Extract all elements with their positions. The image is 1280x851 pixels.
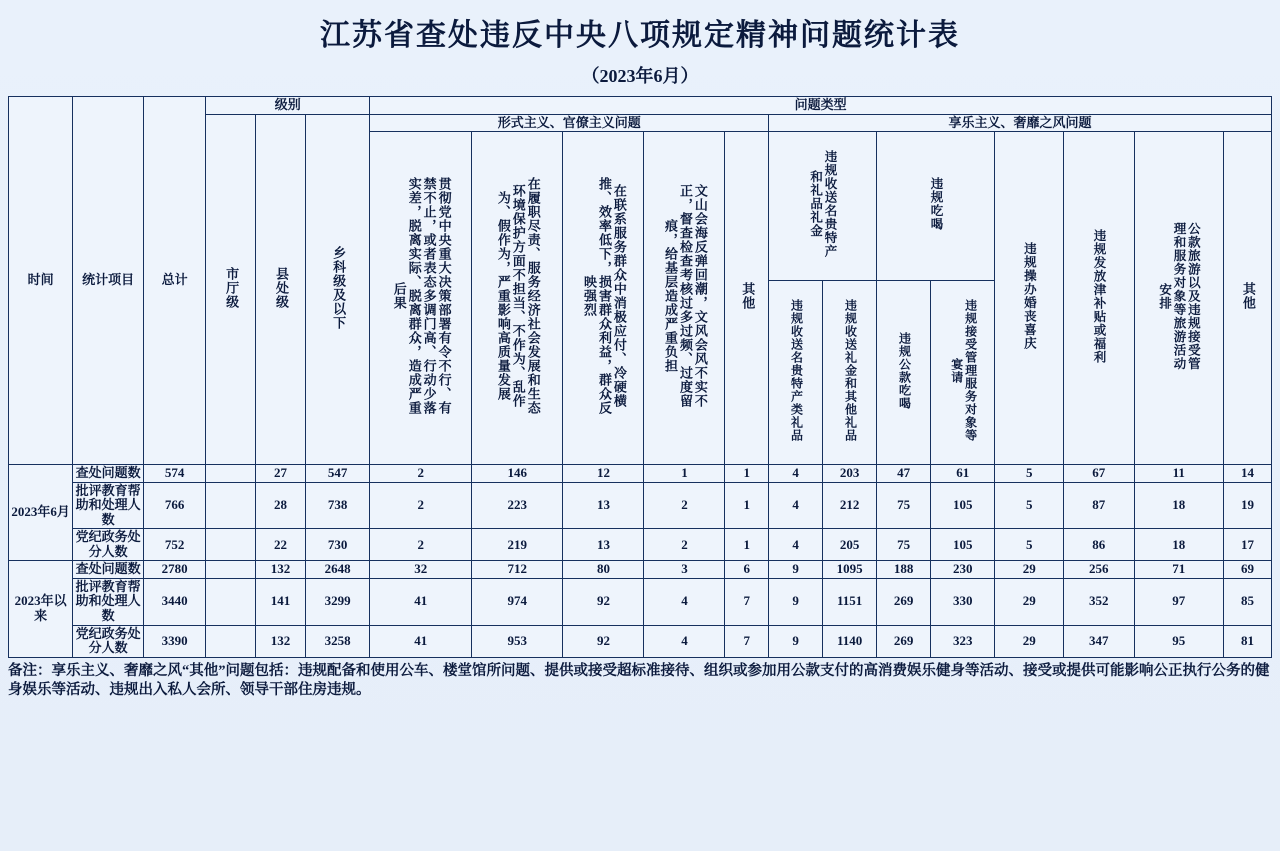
header-total: 总计: [143, 97, 205, 465]
cell: 330: [931, 578, 995, 625]
header-time: 时间: [9, 97, 73, 465]
cell: 86: [1064, 529, 1135, 561]
period-label: 2023年6月: [9, 465, 73, 561]
row-label: 党纪政务处分人数: [73, 529, 144, 561]
cell: 2648: [305, 561, 369, 579]
cell: 19: [1223, 482, 1271, 529]
cell: 2: [370, 465, 472, 483]
cell: 3258: [305, 625, 369, 657]
cell: 29: [995, 578, 1064, 625]
cell: 5: [995, 482, 1064, 529]
header-formalism-other: 其他: [725, 132, 769, 465]
table-row: [9, 465, 1272, 483]
cell: 6: [725, 561, 769, 579]
table-row: [9, 625, 1272, 657]
cell: 67: [1064, 465, 1135, 483]
cell: 205: [823, 529, 877, 561]
cell: 5: [995, 465, 1064, 483]
cell: 29: [995, 625, 1064, 657]
header-wedding: 违规操办婚丧喜庆: [995, 132, 1064, 465]
header-banquet: 违规接受管理服务对象等宴请: [931, 280, 995, 464]
cell: 3390: [143, 625, 205, 657]
header-level-group: 级别: [206, 97, 370, 115]
cell: 2: [370, 529, 472, 561]
cell: 13: [563, 529, 644, 561]
cell: 1151: [823, 578, 877, 625]
cell: 47: [877, 465, 931, 483]
cell: 9: [769, 561, 823, 579]
cell: 2: [644, 482, 725, 529]
cell: 97: [1134, 578, 1223, 625]
cell: 71: [1134, 561, 1223, 579]
cell: 141: [256, 578, 306, 625]
header-gift-money: 违规收送礼金和其他礼品: [823, 280, 877, 464]
cell: 1095: [823, 561, 877, 579]
header-stat-item: 统计项目: [73, 97, 144, 465]
cell: 223: [472, 482, 563, 529]
cell: 17: [1223, 529, 1271, 561]
header-hedonism-other: 其他: [1223, 132, 1271, 465]
header-level-town: 乡科级及以下: [305, 114, 369, 465]
cell: 14: [1223, 465, 1271, 483]
cell: 105: [931, 482, 995, 529]
cell: 4: [769, 482, 823, 529]
row-label: 查处问题数: [73, 465, 144, 483]
statistics-table: [8, 96, 1272, 658]
cell: 12: [563, 465, 644, 483]
header-gift-specialty: 违规收送名贵特产类礼品: [769, 280, 823, 464]
cell: [206, 465, 256, 483]
cell: 2780: [143, 561, 205, 579]
cell: 22: [256, 529, 306, 561]
cell: 752: [143, 529, 205, 561]
cell: 352: [1064, 578, 1135, 625]
header-subsidy: 违规发放津补贴或福利: [1064, 132, 1135, 465]
cell: [206, 561, 256, 579]
header-public-funds-eating: 违规公款吃喝: [877, 280, 931, 464]
cell: [206, 482, 256, 529]
cell: 766: [143, 482, 205, 529]
header-formalism-group: 形式主义、官僚主义问题: [370, 114, 769, 132]
cell: 92: [563, 625, 644, 657]
cell: 13: [563, 482, 644, 529]
cell: 730: [305, 529, 369, 561]
page-title: 江苏省查处违反中央八项规定精神问题统计表: [320, 19, 960, 52]
header-level-county: 县处级: [256, 114, 306, 465]
cell: 4: [644, 578, 725, 625]
header-eat-group: 违规吃喝: [877, 132, 995, 281]
cell: 1: [725, 465, 769, 483]
cell: [206, 529, 256, 561]
cell: 323: [931, 625, 995, 657]
page-subtitle: （2023年6月）: [581, 66, 699, 86]
cell: 28: [256, 482, 306, 529]
cell: 41: [370, 578, 472, 625]
cell: 269: [877, 625, 931, 657]
cell: 18: [1134, 529, 1223, 561]
cell: 75: [877, 529, 931, 561]
cell: 29: [995, 561, 1064, 579]
row-label: 党纪政务处分人数: [73, 625, 144, 657]
cell: 974: [472, 578, 563, 625]
cell: 9: [769, 578, 823, 625]
cell: 269: [877, 578, 931, 625]
cell: [206, 578, 256, 625]
cell: 256: [1064, 561, 1135, 579]
cell: 132: [256, 561, 306, 579]
cell: 219: [472, 529, 563, 561]
period-label: 2023年以来: [9, 561, 73, 657]
cell: 3440: [143, 578, 205, 625]
row-label: 批评教育帮助和处理人数: [73, 482, 144, 529]
table-row: [9, 482, 1272, 529]
cell: 3: [644, 561, 725, 579]
cell: 69: [1223, 561, 1271, 579]
cell: 738: [305, 482, 369, 529]
cell: 1140: [823, 625, 877, 657]
cell: 132: [256, 625, 306, 657]
cell: 547: [305, 465, 369, 483]
header-formalism-2: 在履职尽责、服务经济社会发展和生态环境保护方面不担当、不作为、乱作为、假作为，严重影响高质量发展: [472, 132, 563, 465]
table-row: [9, 529, 1272, 561]
header-travel: 公款旅游以及违规接受管理和服务对象等旅游活动安排: [1134, 132, 1223, 465]
cell: 4: [644, 625, 725, 657]
header-hedonism-group: 享乐主义、奢靡之风问题: [769, 114, 1272, 132]
cell: 7: [725, 578, 769, 625]
cell: 1: [644, 465, 725, 483]
cell: 203: [823, 465, 877, 483]
table-note: 备注：享乐主义、奢靡之风“其他”问题包括：违规配备和使用公车、楼堂馆所问题、提供或接受超标准接待、组织或参加用公款支付的高消费娱乐健身等活动、接受或提供可能影响公正执行公务的健身娱乐等活动、违规出入私人会所、领导干部住房违规。: [8, 662, 1270, 699]
cell: 4: [769, 465, 823, 483]
cell: 95: [1134, 625, 1223, 657]
row-label: 批评教育帮助和处理人数: [73, 578, 144, 625]
cell: 5: [995, 529, 1064, 561]
cell: 61: [931, 465, 995, 483]
cell: 27: [256, 465, 306, 483]
cell: 712: [472, 561, 563, 579]
cell: [206, 625, 256, 657]
cell: 1: [725, 482, 769, 529]
cell: 32: [370, 561, 472, 579]
cell: 2: [370, 482, 472, 529]
cell: 7: [725, 625, 769, 657]
cell: 18: [1134, 482, 1223, 529]
header-problem-type-group: 问题类型: [370, 97, 1272, 115]
row-label: 查处问题数: [73, 561, 144, 579]
header-level-city: 市厅级: [206, 114, 256, 465]
cell: 105: [931, 529, 995, 561]
cell: 2: [644, 529, 725, 561]
table-row: [9, 561, 1272, 579]
header-gift-group: 违规收送名贵特产和礼品礼金: [769, 132, 877, 281]
cell: 212: [823, 482, 877, 529]
cell: 87: [1064, 482, 1135, 529]
cell: 41: [370, 625, 472, 657]
cell: 1: [725, 529, 769, 561]
cell: 347: [1064, 625, 1135, 657]
cell: 80: [563, 561, 644, 579]
header-formalism-3: 在联系服务群众中消极应付、冷硬横推、效率低下，损害群众利益，群众反映强烈: [563, 132, 644, 465]
cell: 574: [143, 465, 205, 483]
cell: 81: [1223, 625, 1271, 657]
header-formalism-1: 贯彻党中央重大决策部署有令不行、有禁不止，或者表态多调门高、行动少落实差，脱离实际、脱离群众，造成严重后果: [370, 132, 472, 465]
cell: 230: [931, 561, 995, 579]
cell: 3299: [305, 578, 369, 625]
cell: 4: [769, 529, 823, 561]
cell: 9: [769, 625, 823, 657]
cell: 953: [472, 625, 563, 657]
cell: 75: [877, 482, 931, 529]
cell: 146: [472, 465, 563, 483]
cell: 11: [1134, 465, 1223, 483]
cell: 85: [1223, 578, 1271, 625]
cell: 188: [877, 561, 931, 579]
cell: 92: [563, 578, 644, 625]
table-row: [9, 578, 1272, 625]
header-formalism-4: 文山会海反弹回潮，文风会风不实不正，督查检查考核过多过频、过度留痕，给基层造成严重负担: [644, 132, 725, 465]
